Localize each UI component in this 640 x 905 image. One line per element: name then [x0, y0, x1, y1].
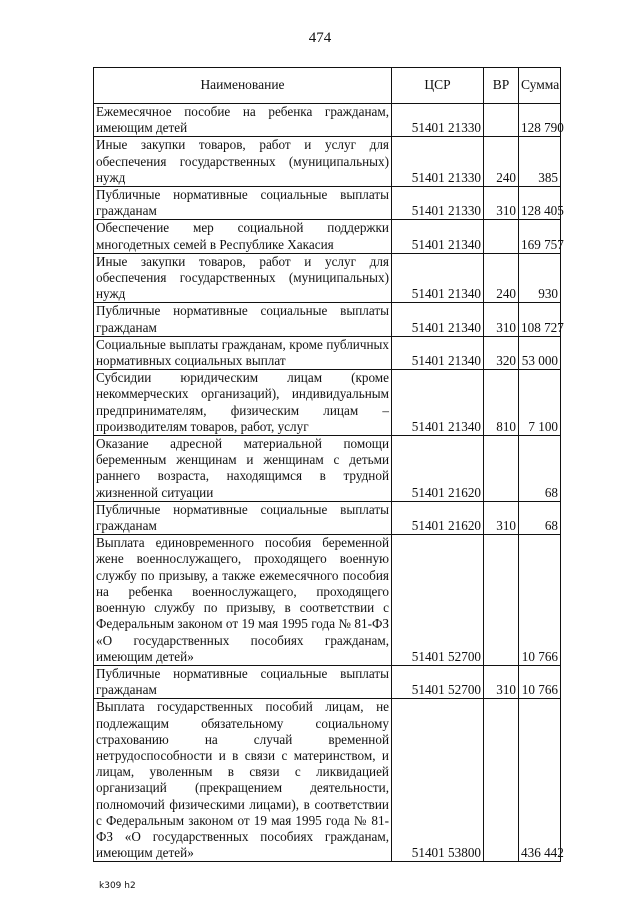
row-csr: 51401 21620 — [392, 436, 484, 502]
row-csr: 51401 21330 — [392, 187, 484, 220]
row-csr: 51401 53800 — [392, 699, 484, 862]
row-vr: 240 — [484, 137, 519, 187]
row-vr — [484, 699, 519, 862]
table-header-row — [94, 68, 561, 104]
row-name: Иные закупки товаров, работ и услуг для обеспечения государственных (муниципальных) нужд — [94, 137, 392, 187]
row-vr: 310 — [484, 187, 519, 220]
row-sum: 53 000 — [519, 336, 561, 369]
table-row — [94, 501, 561, 534]
row-sum: 930 — [519, 253, 561, 303]
row-name: Оказание адресной материальной помощи беременным женщинам и женщинам с детьми раннего возраста, находящимся в трудной жизненной ситуации — [94, 436, 392, 502]
header-sum: Сумма — [519, 68, 561, 104]
row-csr: 51401 21340 — [392, 370, 484, 436]
table-row — [94, 104, 561, 137]
table-row — [94, 303, 561, 336]
table-row — [94, 220, 561, 253]
table-row — [94, 535, 561, 666]
row-name: Ежемесячное пособие на ребенка гражданам, имеющим детей — [94, 104, 392, 137]
row-sum: 128 405 — [519, 187, 561, 220]
header-csr: ЦСР — [392, 68, 484, 104]
table-row — [94, 370, 561, 436]
table-row — [94, 187, 561, 220]
row-name: Социальные выплаты гражданам, кроме публичных нормативных социальных выплат — [94, 336, 392, 369]
row-csr: 51401 21340 — [392, 220, 484, 253]
budget-table — [93, 67, 564, 862]
row-vr: 240 — [484, 253, 519, 303]
row-name: Субсидии юридическим лицам (кроме некоммерческих организаций), индивидуальным предпринимателям, физическим лицам – производителям товаров, работ, услуг — [94, 370, 392, 436]
row-name: Публичные нормативные социальные выплаты гражданам — [94, 665, 392, 698]
row-csr: 51401 21340 — [392, 253, 484, 303]
row-name: Иные закупки товаров, работ и услуг для обеспечения государственных (муниципальных) нужд — [94, 253, 392, 303]
row-vr: 310 — [484, 665, 519, 698]
row-vr: 310 — [484, 303, 519, 336]
row-csr: 51401 21340 — [392, 303, 484, 336]
row-sum: 68 — [519, 501, 561, 534]
row-vr — [484, 535, 519, 666]
row-csr: 51401 21620 — [392, 501, 484, 534]
table-row — [94, 699, 561, 862]
row-csr: 51401 52700 — [392, 665, 484, 698]
row-sum: 7 100 — [519, 370, 561, 436]
row-vr: 310 — [484, 501, 519, 534]
row-sum: 10 766 — [519, 535, 561, 666]
row-sum: 436 442 — [519, 699, 561, 862]
row-csr: 51401 52700 — [392, 535, 484, 666]
row-vr — [484, 220, 519, 253]
row-vr — [484, 104, 519, 137]
row-csr: 51401 21330 — [392, 137, 484, 187]
row-sum: 10 766 — [519, 665, 561, 698]
footer-code: k309 h2 — [99, 881, 136, 891]
table-row — [94, 336, 561, 369]
header-vr: ВР — [484, 68, 519, 104]
row-vr: 810 — [484, 370, 519, 436]
row-name: Выплата государственных пособий лицам, не подлежащим обязательному социальному страхованию на случай временной нетрудоспособности и в связи с материнством, и лицам, уволенным в связи с ликвидацией организаций (прекращением деятельности, полномочий физическими лицами), в соответствии с Федеральным законом от 19 мая 1995 года № 81-ФЗ «О государственных пособиях гражданам, имеющим детей» — [94, 699, 392, 862]
table-row — [94, 253, 561, 303]
row-name: Публичные нормативные социальные выплаты гражданам — [94, 501, 392, 534]
row-csr: 51401 21340 — [392, 336, 484, 369]
row-sum: 128 790 — [519, 104, 561, 137]
row-csr: 51401 21330 — [392, 104, 484, 137]
table-row — [94, 665, 561, 698]
row-name: Выплата единовременного пособия беременной жене военнослужащего, проходящего военную службу по призыву, а также ежемесячного пособия на ребенка военнослужащего, проходящего военную службу по призыву, в соответствии с Федеральным законом от 19 мая 1995 года № 81-ФЗ «О государственных пособиях гражданам, имеющим детей» — [94, 535, 392, 666]
table-row — [94, 137, 561, 187]
row-vr: 320 — [484, 336, 519, 369]
header-name: Наименование — [94, 68, 392, 104]
row-sum: 385 — [519, 137, 561, 187]
row-vr — [484, 436, 519, 502]
row-name: Обеспечение мер социальной поддержки многодетных семей в Республике Хакасия — [94, 220, 392, 253]
page-number: 474 — [308, 30, 332, 46]
row-name: Публичные нормативные социальные выплаты гражданам — [94, 187, 392, 220]
table-row — [94, 436, 561, 502]
row-sum: 108 727 — [519, 303, 561, 336]
row-sum: 68 — [519, 436, 561, 502]
row-sum: 169 757 — [519, 220, 561, 253]
row-name: Публичные нормативные социальные выплаты гражданам — [94, 303, 392, 336]
